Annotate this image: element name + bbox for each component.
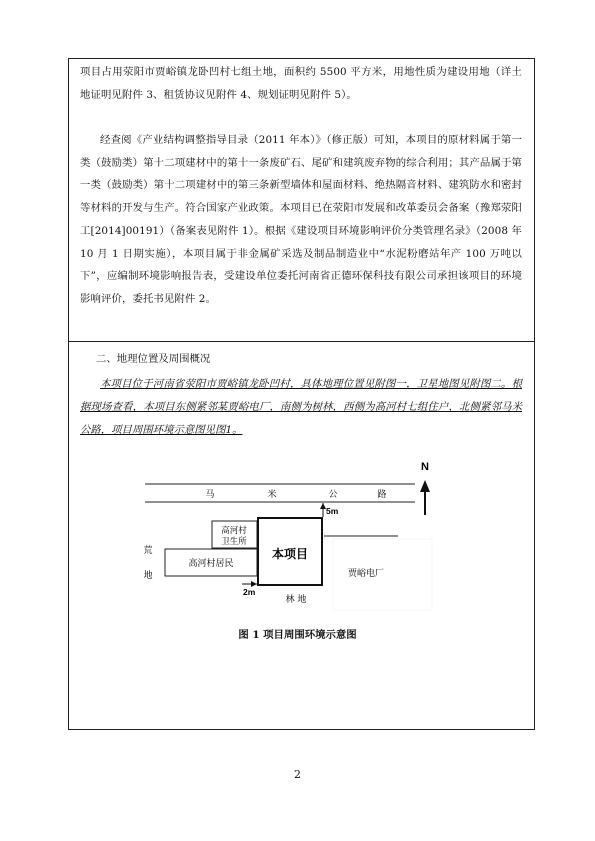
north-label: N <box>421 461 429 473</box>
road-char-4: 路 <box>377 490 387 500</box>
clinic-label-1: 高河村 <box>221 526 247 536</box>
paragraph-land-use: 项目占用荥阳市贾峪镇龙卧凹村七组土地，面积约 5500 平方米，用地性质为建设用地（详土地证明见附件 3、租赁协议见附件 4、规划证明见附件 5）。 <box>80 66 522 101</box>
road-char-3: 公 <box>328 490 338 500</box>
section-body: 本项目位于河南省荥阳市贾峪镇龙卧凹村，具体地理位置见附图一，卫星地图见附图二。根据现场查看，本项目东侧紧邻某贾峪电厂，南侧为树林，西侧为高河村七组住户，北侧紧邻马米公路，项目周围环境示意图见图1。 <box>80 378 522 436</box>
figure-caption: 图 1 项目周围环境示意图 <box>238 629 357 641</box>
forest-label: 林 地 <box>285 595 307 605</box>
road-char-2: 米 <box>267 490 277 500</box>
section-heading: 二、地理位置及周围概况 <box>96 353 211 365</box>
dim-5m-label: 5m <box>326 506 339 516</box>
dim-2m-label: 2m <box>243 587 256 597</box>
plant-label: 贾峪电厂 <box>347 569 385 579</box>
residents-label: 高河村居民 <box>188 559 234 569</box>
road-char-1: 马 <box>205 490 215 500</box>
page-number: 2 <box>294 768 301 781</box>
project-label: 本项目 <box>271 547 309 561</box>
wasteland-char-2: 地 <box>143 571 153 581</box>
paragraph-industry-policy: 经查阅《产业结构调整指导目录（2011 年本）》（修正版）可知，本项目的原材料属于第一类（鼓励类）第十二项建材中的第十一条废矿石、尾矿和建筑废弃物的综合利用；其产品属于第一类（鼓励类）第十二项建材中的第三条新型墙体和屋面材料、绝热隔音材料、建筑防水和密封等材料的开发与生产。符合国家产业政策。本项目已在荥阳市发展和改革委员会备案（豫郑荥阳工[2014]00191）（备案表见附件 1）。根据《建设项目环境影响评价分类管理名录》（2008 年 10 月 1 日期实施），本项目属于非金属矿采选及制品制造业中“水泥粉磨站年产 100 万吨以下”，应编制环境影响报告表，受建设单位委托河南省正德环保科技有限公司承担该项目的环境影响评价，委托书见附件 2。 <box>80 134 522 305</box>
clinic-label-2: 卫生所 <box>221 537 247 547</box>
wasteland-char-1: 荒 <box>143 546 153 556</box>
